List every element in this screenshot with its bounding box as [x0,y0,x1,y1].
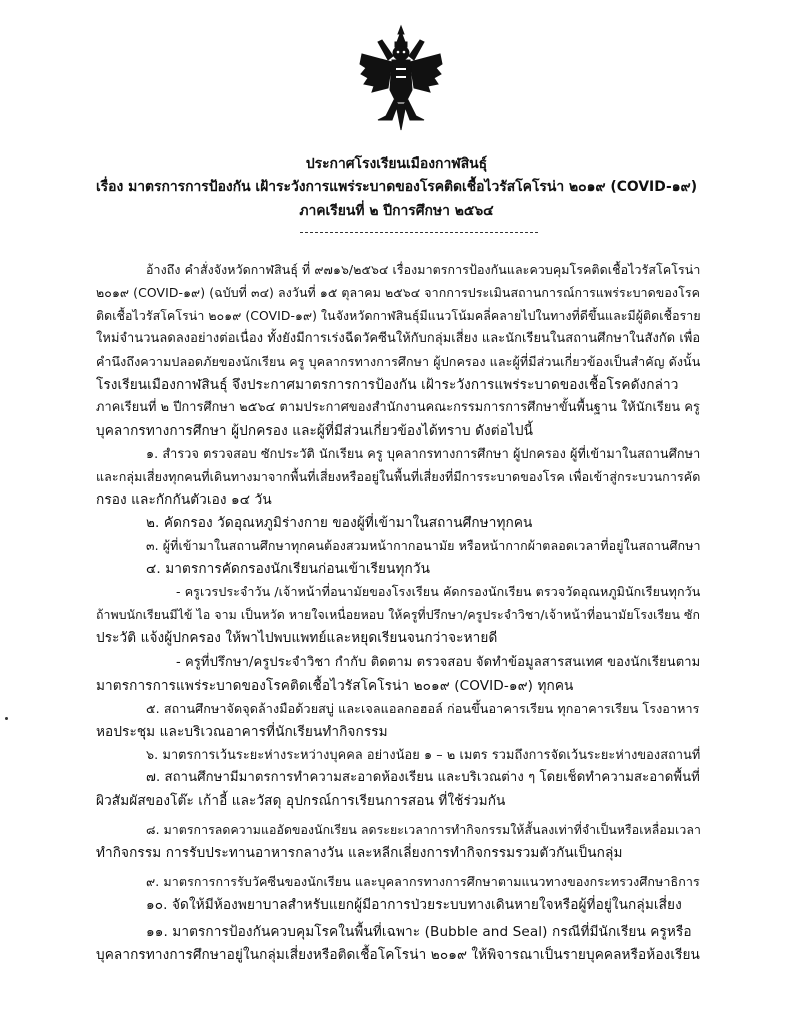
announcement-subject: เรื่อง มาตรการการป้องกัน เฝ้าระวังการแพร่ระบาดของโรคติดเชื้อไวรัสโคโรน่า ๒๐๑๙ (COVID-๑๙) [95,179,698,195]
header-divider [300,232,538,233]
sub-list-item: - ครูที่ปรึกษา/ครูประจำวิชา กำกับ ติดตาม ตรวจสอบ จัดทำข้อมูลสารสนเทศ ของนักเรียนตาม [176,655,701,670]
body-line: อ้างถึง คำสั่งจังหวัดกาฬสินธุ์ ที่ ๙๗๑๖/๒๕๖๔ เรื่องมาตรการป้องกันและควบคุมโรคติดเชื้อไวรัสโคโรน่า [146,262,701,277]
body-line: ผิวสัมผัสของโต๊ะ เก้าอี้ และวัสดุ อุปกรณ์การเรียนการสอน ที่ใช้ร่วมกัน [96,793,506,809]
list-item: ๑. สำรวจ ตรวจสอบ ซักประวัติ นักเรียน ครู บุคลากรทางการศึกษา ผู้ปกครอง ผู้ที่เข้ามาในสถานศึกษา [146,446,701,461]
body-line: ประวัติ แจ้งผู้ปกครอง ให้พาไปพบแพทย์และหยุดเรียนจนกว่าจะหายดี [96,630,498,646]
body-line: ทำกิจกรรม การรับประทานอาหารกลางวัน และหลีกเลี่ยงการทำกิจกรรมรวมตัวกันเป็นกลุ่ม [96,845,623,861]
body-line: และกลุ่มเสี่ยงทุกคนที่เดินทางมาจากพื้นที่เสี่ยงหรืออยู่ในพื้นที่เสี่ยงที่มีการระบาดของโรค เพื่อเข้าสู่กระบวนการคัด [96,469,701,484]
announcement-title: ประกาศโรงเรียนเมืองกาฬสินธุ์ [305,156,488,172]
body-line: บุคลากรทางการศึกษาอยู่ในกลุ่มเสี่ยงหรือติดเชื้อโคโรน่า ๒๐๑๙ ให้พิจารณาเป็นรายบุคคลหรือห้องเรียน [96,947,700,963]
body-line: บุคลากรทางการศึกษา ผู้ปกครอง และผู้ที่มีส่วนเกี่ยวข้องได้ทราบ ดังต่อไปนี้ [96,423,534,439]
body-line: ถ้าพบนักเรียนมีไข้ ไอ จาม เป็นหวัด หายใจเหนื่อยหอบ ให้ครูที่ปรึกษา/ครูประจำวิชา/เจ้าหน้าที่อนามัยโรงเรียน ซัก [96,608,700,622]
list-item: ๓. ผู้ที่เข้ามาในสถานศึกษาทุกคนต้องสวมหน้ากากอนามัย หรือหน้ากากผ้าตลอดเวลาที่อยู่ในสถานศึกษา [146,538,701,553]
scan-speck [5,717,8,720]
list-item: ๑๑. มาตรการป้องกันควบคุมโรคในพื้นที่เฉพาะ (Bubble and Seal) กรณีที่มีนักเรียน ครูหรือ [146,924,692,940]
announcement-semester: ภาคเรียนที่ ๒ ปีการศึกษา ๒๕๖๔ [299,203,494,219]
body-line: ๒๐๑๙ (COVID-๑๙) (ฉบับที่ ๓๔) ลงวันที่ ๑๕ ตุลาคม ๒๕๖๔ จากการประเมินสถานการณ์การแพร่ระบาดของโรค [96,285,700,300]
body-line: หอประชุม และบริเวณอาคารที่นักเรียนทำกิจกรรม [96,724,388,740]
body-line: ภาคเรียนที่ ๒ ปีการศึกษา ๒๕๖๔ ตามประกาศของสำนักงานคณะกรรมการการศึกษาขั้นพื้นฐาน ให้นักเรียน ครู [96,400,700,415]
body-line: ติดเชื้อไวรัสโคโรน่า ๒๐๑๙ (COVID-๑๙) ในจังหวัดกาฬสินธุ์มีแนวโน้มคลี่คลายไปในทางที่ดีขึ้นและมีผู้ติดเชื้อราย [96,309,701,323]
list-item: ๒. คัดกรอง วัดอุณหภูมิร่างกาย ของผู้ที่เข้ามาในสถานศึกษาทุกคน [146,515,533,531]
list-item: ๔. มาตรการคัดกรองนักเรียนก่อนเข้าเรียนทุกวัน [146,561,430,577]
body-line: ใหม่จำนวนลดลงอย่างต่อเนื่อง ทั้งยังมีการเร่งฉีดวัคซีนให้กับกลุ่มเสี่ยง และนักเรียนในสถานศึกษาในสังกัด เพื่อ [96,331,701,346]
list-item: ๙. มาตรการการรับวัคซีนของนักเรียน และบุคลากรทางการศึกษาตามแนวทางของกระทรวงศึกษาธิการ [146,874,700,889]
body-line: คำนึงถึงความปลอดภัยของนักเรียน ครู บุคลากรทางการศึกษา ผู้ปกครอง และผู้ที่มีส่วนเกี่ยวข้องเป็นสำคัญ ดังนั้น [96,354,701,369]
body-line: มาตรการการแพร่ระบาดของโรคติดเชื้อไวรัสโคโรน่า ๒๐๑๙ (COVID-๑๙) ทุกคน [96,678,574,694]
list-item: ๖. มาตรการเว้นระยะห่างระหว่างบุคคล อย่างน้อย ๑ – ๒ เมตร รวมถึงการจัดเว้นระยะห่างของสถานที่ [146,747,701,762]
garuda-emblem-icon [358,24,444,132]
body-line: กรอง และกักกันตัวเอง ๑๔ วัน [96,492,272,508]
list-item: ๕. สถานศึกษาจัดจุดล้างมือด้วยสบู่ และเจลแอลกอฮอล์ ก่อนขึ้นอาคารเรียน ทุกอาคารเรียน โรงอาหาร [146,701,700,716]
body-line: โรงเรียนเมืองกาฬสินธุ์ จึงประกาศมาตรการการป้องกัน เฝ้าระวังการแพร่ระบาดของเชื้อโรคดังกล่าว [96,377,679,393]
sub-list-item: - ครูเวรประจำวัน /เจ้าหน้าที่อนามัยของโรงเรียน คัดกรองนักเรียน ตรวจวัดอุณหภูมินักเรียนทุกวัน [176,584,701,599]
list-item: ๘. มาตรการลดความแออัดของนักเรียน ลดระยะเวลาการทำกิจกรรมให้สั้นลงเท่าที่จำเป็นหรือเหลื่อมเวลา [146,823,701,837]
list-item: ๑๐. จัดให้มีห้องพยาบาลสำหรับแยกผู้มีอาการป่วยระบบทางเดินหายใจหรือผู้ที่อยู่ในกลุ่มเสี่ยง [146,897,682,913]
list-item: ๗. สถานศึกษามีมาตรการทำความสะอาดห้องเรียน และบริเวณต่าง ๆ โดยเช็ดทำความสะอาดพื้นที่ [146,770,700,785]
